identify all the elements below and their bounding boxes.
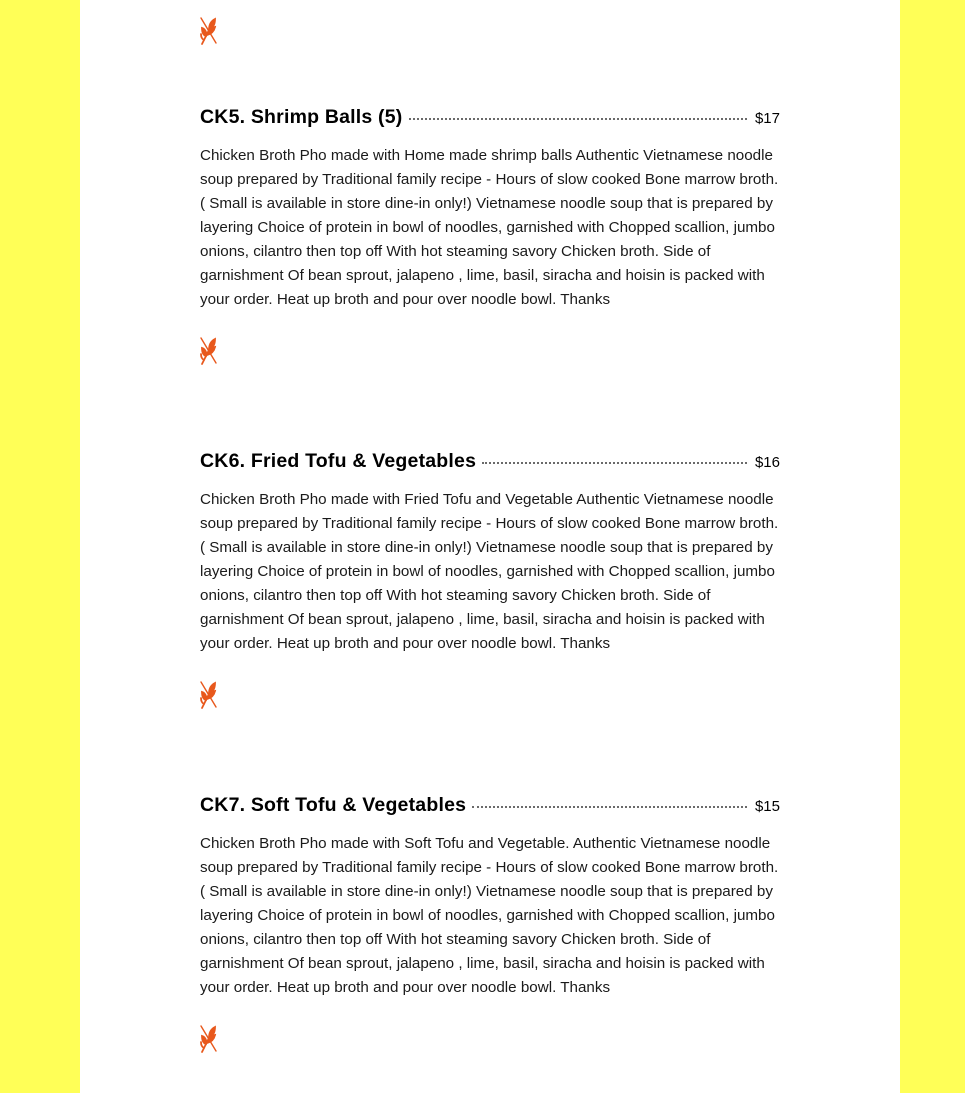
menu-item	[200, 450, 780, 710]
menu-item-name: CK6. Fried Tofu & Vegetables	[200, 450, 477, 472]
menu-item-header	[200, 794, 780, 822]
menu-item	[200, 794, 780, 1054]
menu-item-description: Chicken Broth Pho made with Soft Tofu and Vegetable. Authentic Vietnamese noodle soup prepared by Traditional family recipe - Hours of slow cooked Bone marrow broth. ( Small is available in store dine-in only!) Vietnamese noodle soup that is prepared by layering Choice of protein in bowl of noodles, garnished with Chopped scallion, jumbo onions, cilantro then top off With hot steaming savory Chicken broth. Side of garnishment Of bean sprout, jalapeno , lime, basil, siracha and hoisin is packed with your order. Heat up broth and pour over noodle bowl. Thanks	[200, 835, 779, 996]
menu-page	[80, 0, 900, 1093]
dotted-leader	[409, 117, 747, 120]
menu-item-price: $17	[754, 110, 780, 127]
menu-item-price: $16	[754, 454, 780, 471]
wheat-icon	[200, 16, 218, 46]
menu-item-header	[200, 106, 780, 134]
dotted-leader	[472, 805, 747, 808]
menu-item-name: CK5. Shrimp Balls (5)	[200, 106, 403, 128]
menu-item-header	[200, 450, 780, 478]
dotted-leader	[482, 461, 747, 464]
wheat-icon	[200, 1024, 218, 1054]
menu-item-name: CK7. Soft Tofu & Vegetables	[200, 794, 467, 816]
menu-item-description: Chicken Broth Pho made with Fried Tofu and Vegetable Authentic Vietnamese noodle soup prepared by Traditional family recipe - Hours of slow cooked Bone marrow broth. ( Small is available in store dine-in only!) Vietnamese noodle soup that is prepared by layering Choice of protein in bowl of noodles, garnished with Chopped scallion, jumbo onions, cilantro then top off With hot steaming savory Chicken broth. Side of garnishment Of bean sprout, jalapeno , lime, basil, siracha and hoisin is packed with your order. Heat up broth and pour over noodle bowl. Thanks	[200, 491, 779, 652]
wheat-icon	[200, 680, 218, 710]
menu-item-description: Chicken Broth Pho made with Home made shrimp balls Authentic Vietnamese noodle soup prepared by Traditional family recipe - Hours of slow cooked Bone marrow broth. ( Small is available in store dine-in only!) Vietnamese noodle soup that is prepared by layering Choice of protein in bowl of noodles, garnished with Chopped scallion, jumbo onions, cilantro then top off With hot steaming savory Chicken broth. Side of garnishment Of bean sprout, jalapeno , lime, basil, siracha and hoisin is packed with your order. Heat up broth and pour over noodle bowl. Thanks	[200, 147, 779, 308]
menu-item-price: $15	[754, 798, 780, 815]
menu-item	[200, 106, 780, 366]
wheat-icon	[200, 336, 218, 366]
